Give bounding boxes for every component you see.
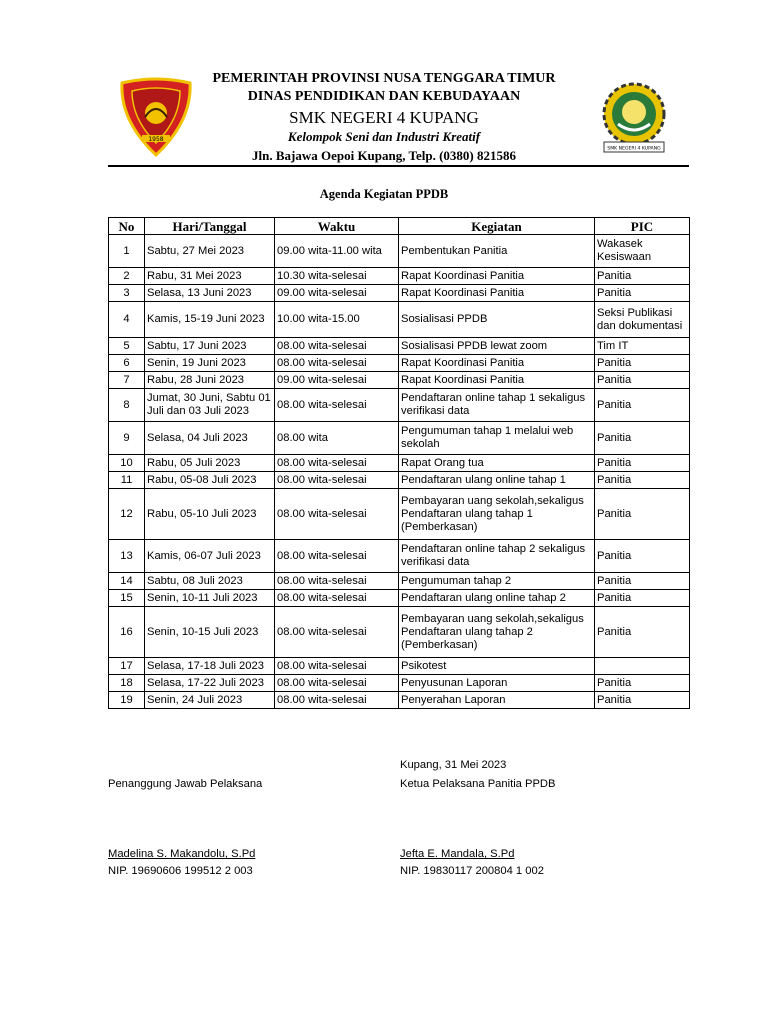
- table-cell-time: 10.00 wita-15.00: [275, 302, 399, 338]
- signature-right-nip: NIP. 19830117 200804 1 002: [400, 865, 544, 877]
- table-cell-date: Selasa, 17-18 Juli 2023: [145, 658, 275, 675]
- table-cell-time: 08.00 wita-selesai: [275, 489, 399, 540]
- header-tagline: Kelompok Seni dan Industri Kreatif: [287, 129, 481, 144]
- table-cell-no: 15: [109, 590, 145, 607]
- table-cell-activity: Pendaftaran ulang online tahap 1: [399, 472, 595, 489]
- column-header-date: Hari/Tanggal: [145, 218, 275, 235]
- table-cell-time: 10.30 wita-selesai: [275, 268, 399, 285]
- table-cell-time: 08.00 wita: [275, 422, 399, 455]
- signature-right-role: Ketua Pelaksana Panitia PPDB: [400, 778, 556, 790]
- table-cell-activity: Penyusunan Laporan: [399, 675, 595, 692]
- table-cell-time: 08.00 wita-selesai: [275, 590, 399, 607]
- table-cell-date: Kamis, 06-07 Juli 2023: [145, 540, 275, 573]
- table-cell-no: 13: [109, 540, 145, 573]
- table-cell-date: Rabu, 05-10 Juli 2023: [145, 489, 275, 540]
- table-cell-no: 14: [109, 573, 145, 590]
- table-cell-time: 08.00 wita-selesai: [275, 675, 399, 692]
- table-cell-activity: Pendaftaran online tahap 1 sekaligus verifikasi data: [399, 389, 595, 422]
- table-cell-no: 19: [109, 692, 145, 709]
- table-row: [109, 590, 690, 607]
- table-row: [109, 338, 690, 355]
- table-cell-date: Jumat, 30 Juni, Sabtu 01 Juli dan 03 Juli 2023: [145, 389, 275, 422]
- table-cell-pic: Panitia: [595, 489, 690, 540]
- table-cell-no: 9: [109, 422, 145, 455]
- table-cell-pic: Seksi Publikasi dan dokumentasi: [595, 302, 690, 338]
- logo-year-text: 1958: [148, 136, 164, 143]
- table-cell-date: Senin, 10-15 Juli 2023: [145, 607, 275, 658]
- table-cell-activity: Pengumuman tahap 2: [399, 573, 595, 590]
- table-cell-date: Senin, 24 Juli 2023: [145, 692, 275, 709]
- page-title: Agenda Kegiatan PPDB: [319, 187, 449, 201]
- table-cell-date: Rabu, 28 Juni 2023: [145, 372, 275, 389]
- table-cell-pic: Panitia: [595, 389, 690, 422]
- table-cell-no: 5: [109, 338, 145, 355]
- logo-caption-text: SMK NEGERI 4 KUPANG: [607, 146, 661, 152]
- signature-left-role: Penanggung Jawab Pelaksana: [108, 778, 263, 790]
- header-government: PEMERINTAH PROVINSI NUSA TENGGARA TIMUR: [212, 71, 556, 86]
- table-cell-activity: Sosialisasi PPDB lewat zoom: [399, 338, 595, 355]
- table-cell-activity: Rapat Koordinasi Panitia: [399, 285, 595, 302]
- table-cell-time: 08.00 wita-selesai: [275, 607, 399, 658]
- table-row: [109, 302, 690, 338]
- table-cell-pic: Panitia: [595, 268, 690, 285]
- table-cell-time: 08.00 wita-selesai: [275, 338, 399, 355]
- table-cell-no: 1: [109, 235, 145, 268]
- table-cell-pic: Panitia: [595, 355, 690, 372]
- column-header-pic: PIC: [595, 218, 690, 235]
- table-cell-activity: Pembayaran uang sekolah,sekaligus Pendaftaran ulang tahap 2 (Pemberkasan): [399, 607, 595, 658]
- table-row: [109, 422, 690, 455]
- table-cell-pic: Panitia: [595, 675, 690, 692]
- table-cell-date: Selasa, 13 Juni 2023: [145, 285, 275, 302]
- table-cell-activity: Psikotest: [399, 658, 595, 675]
- table-cell-date: Sabtu, 08 Juli 2023: [145, 573, 275, 590]
- table-cell-time: 08.00 wita-selesai: [275, 692, 399, 709]
- table-row: [109, 658, 690, 675]
- table-cell-time: 08.00 wita-selesai: [275, 573, 399, 590]
- table-row: [109, 235, 690, 268]
- table-cell-no: 7: [109, 372, 145, 389]
- table-cell-pic: Panitia: [595, 590, 690, 607]
- table-cell-pic: Panitia: [595, 540, 690, 573]
- table-cell-activity: Pembentukan Panitia: [399, 235, 595, 268]
- table-cell-time: 08.00 wita-selesai: [275, 389, 399, 422]
- table-row: [109, 455, 690, 472]
- table-cell-time: 09.00 wita-11.00 wita: [275, 235, 399, 268]
- table-cell-pic: Tim IT: [595, 338, 690, 355]
- table-row: [109, 573, 690, 590]
- signature-place-date: Kupang, 31 Mei 2023: [400, 759, 507, 771]
- header-department: DINAS PENDIDIKAN DAN KEBUDAYAAN: [247, 89, 521, 104]
- table-cell-date: Sabtu, 27 Mei 2023: [145, 235, 275, 268]
- table-row: [109, 355, 690, 372]
- table-cell-activity: Rapat Koordinasi Panitia: [399, 268, 595, 285]
- table-cell-date: Senin, 19 Juni 2023: [145, 355, 275, 372]
- column-header-no: No: [109, 218, 145, 235]
- table-cell-no: 2: [109, 268, 145, 285]
- table-cell-no: 12: [109, 489, 145, 540]
- table-cell-time: 08.00 wita-selesai: [275, 472, 399, 489]
- table-row: [109, 372, 690, 389]
- table-cell-activity: Pendaftaran online tahap 2 sekaligus verifikasi data: [399, 540, 595, 573]
- signature-right-name: Jefta E. Mandala, S.Pd: [400, 848, 515, 860]
- table-cell-pic: Panitia: [595, 372, 690, 389]
- table-row: [109, 268, 690, 285]
- table-cell-pic: Panitia: [595, 422, 690, 455]
- table-cell-activity: Pengumuman tahap 1 melalui web sekolah: [399, 422, 595, 455]
- table-cell-date: Selasa, 04 Juli 2023: [145, 422, 275, 455]
- table-cell-time: 08.00 wita-selesai: [275, 355, 399, 372]
- table-row: [109, 540, 690, 573]
- table-cell-pic: Panitia: [595, 472, 690, 489]
- table-row: [109, 692, 690, 709]
- signature-left-nip: NIP. 19690606 199512 2 003: [108, 865, 253, 877]
- table-cell-no: 6: [109, 355, 145, 372]
- table-cell-no: 3: [109, 285, 145, 302]
- table-cell-activity: Pendaftaran ulang online tahap 2: [399, 590, 595, 607]
- table-row: [109, 472, 690, 489]
- table-cell-date: Rabu, 05 Juli 2023: [145, 455, 275, 472]
- column-header-activity: Kegiatan: [399, 218, 595, 235]
- table-header-row: [109, 218, 690, 235]
- table-cell-no: 18: [109, 675, 145, 692]
- table-cell-no: 4: [109, 302, 145, 338]
- table-row: [109, 489, 690, 540]
- table-cell-pic: Panitia: [595, 607, 690, 658]
- table-cell-time: 08.00 wita-selesai: [275, 455, 399, 472]
- table-cell-no: 8: [109, 389, 145, 422]
- table-row: [109, 285, 690, 302]
- table-cell-activity: Sosialisasi PPDB: [399, 302, 595, 338]
- table-cell-date: Rabu, 05-08 Juli 2023: [145, 472, 275, 489]
- header-address: Jln. Bajawa Oepoi Kupang, Telp. (0380) 821586: [251, 148, 517, 163]
- table-cell-date: Kamis, 15-19 Juni 2023: [145, 302, 275, 338]
- column-header-time: Waktu: [275, 218, 399, 235]
- table-cell-no: 10: [109, 455, 145, 472]
- table-cell-date: Sabtu, 17 Juni 2023: [145, 338, 275, 355]
- header-divider: [108, 165, 689, 167]
- header-school-name: SMK NEGERI 4 KUPANG: [289, 108, 479, 127]
- table-row: [109, 389, 690, 422]
- table-cell-no: 17: [109, 658, 145, 675]
- table-cell-pic: Wakasek Kesiswaan: [595, 235, 690, 268]
- table-cell-time: 08.00 wita-selesai: [275, 540, 399, 573]
- table-cell-pic: Panitia: [595, 692, 690, 709]
- table-cell-no: 11: [109, 472, 145, 489]
- agenda-table: [108, 217, 690, 709]
- table-row: [109, 675, 690, 692]
- table-cell-no: 16: [109, 607, 145, 658]
- table-cell-activity: Rapat Koordinasi Panitia: [399, 372, 595, 389]
- table-cell-date: Senin, 10-11 Juli 2023: [145, 590, 275, 607]
- table-cell-pic: [595, 658, 690, 675]
- table-cell-date: Selasa, 17-22 Juli 2023: [145, 675, 275, 692]
- table-cell-date: Rabu, 31 Mei 2023: [145, 268, 275, 285]
- table-cell-pic: Panitia: [595, 455, 690, 472]
- table-cell-pic: Panitia: [595, 285, 690, 302]
- table-cell-time: 09.00 wita-selesai: [275, 285, 399, 302]
- table-cell-time: 09.00 wita-selesai: [275, 372, 399, 389]
- table-cell-time: 08.00 wita-selesai: [275, 658, 399, 675]
- table-cell-activity: Penyerahan Laporan: [399, 692, 595, 709]
- table-cell-activity: Rapat Orang tua: [399, 455, 595, 472]
- signature-left-name: Madelina S. Makandolu, S.Pd: [108, 848, 256, 860]
- table-cell-pic: Panitia: [595, 573, 690, 590]
- table-cell-activity: Pembayaran uang sekolah,sekaligus Pendaftaran ulang tahap 1 (Pemberkasan): [399, 489, 595, 540]
- table-row: [109, 607, 690, 658]
- table-cell-activity: Rapat Koordinasi Panitia: [399, 355, 595, 372]
